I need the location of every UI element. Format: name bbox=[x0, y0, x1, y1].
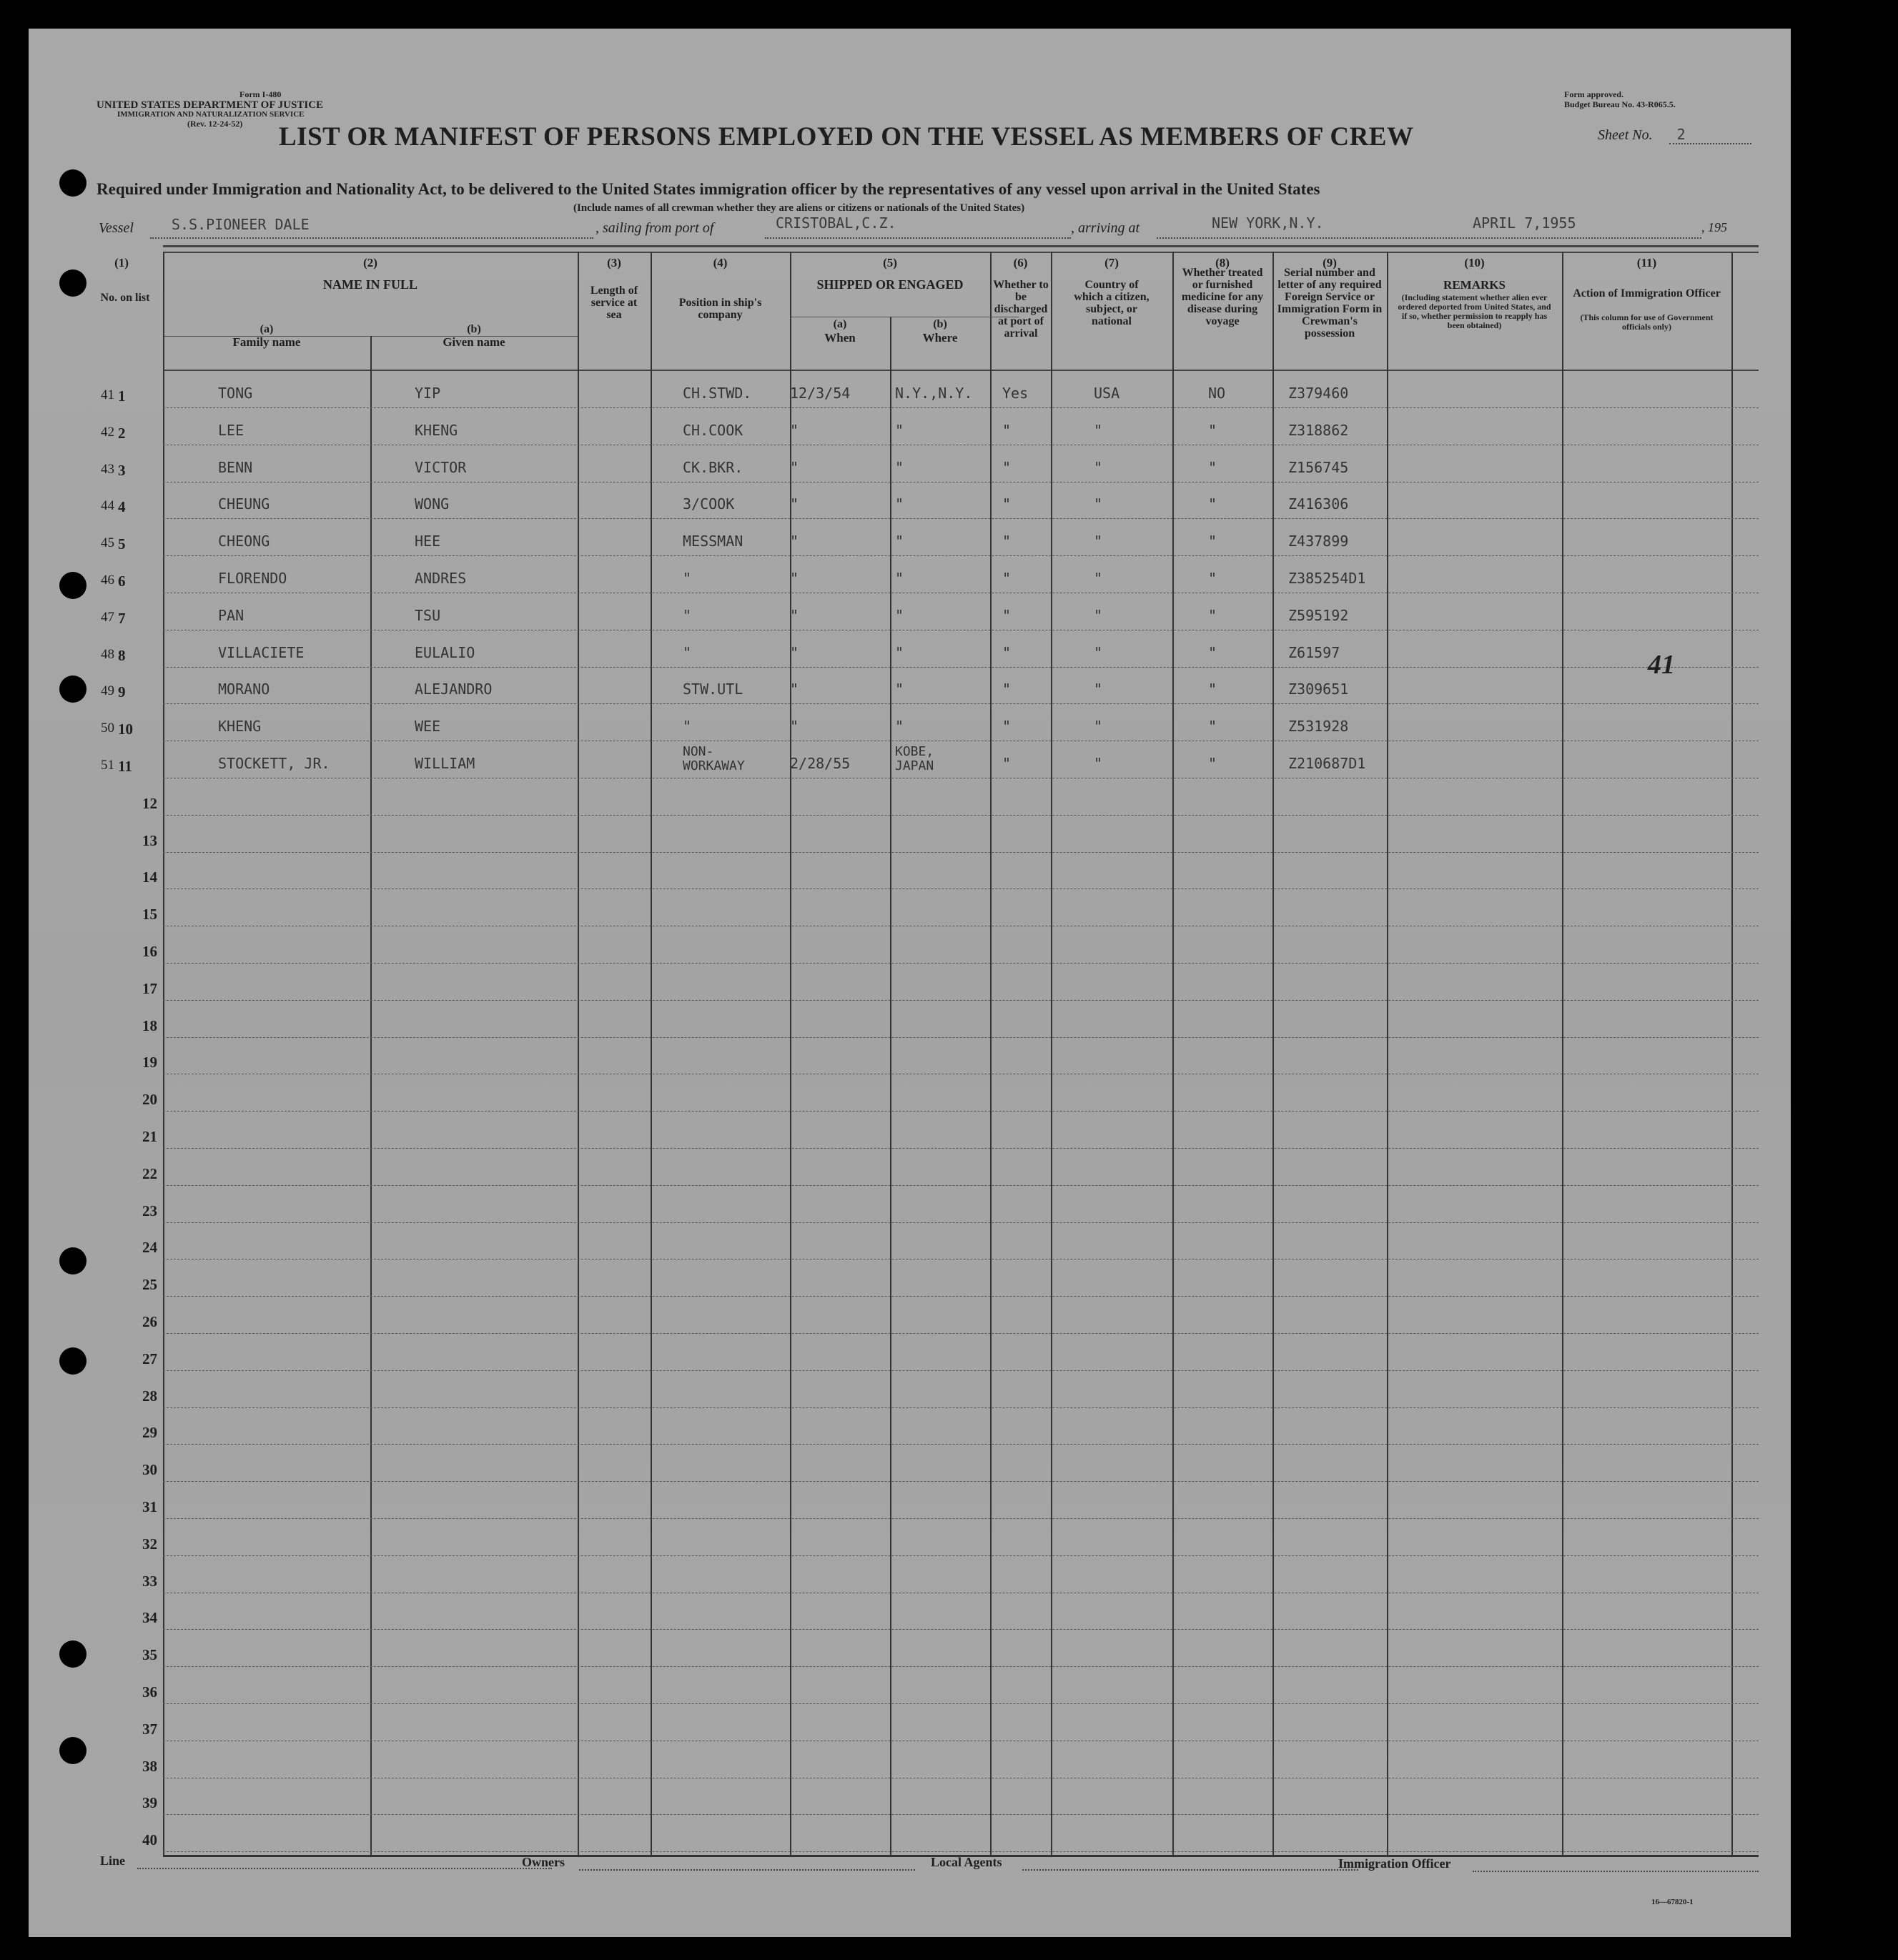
discharged: " bbox=[1002, 643, 1012, 661]
col-5b-header: Where bbox=[922, 331, 958, 345]
family-name: KHENG bbox=[218, 718, 262, 736]
row-number: 35 bbox=[142, 1646, 157, 1664]
col-8-number: (8) bbox=[1215, 256, 1230, 269]
row-number: 38 bbox=[142, 1757, 157, 1775]
medicine: " bbox=[1208, 495, 1217, 513]
col-11-number: (11) bbox=[1636, 256, 1657, 269]
row-rule bbox=[163, 1666, 1759, 1667]
row-number: 34 bbox=[142, 1609, 157, 1627]
row-rule bbox=[163, 1333, 1759, 1334]
shipped-when: " bbox=[790, 606, 799, 624]
position: " bbox=[683, 570, 692, 587]
col-5a-header: When bbox=[824, 331, 856, 345]
crew-prefix: 44 bbox=[101, 498, 114, 514]
punch-hole bbox=[59, 1247, 87, 1275]
footer-line-underline bbox=[137, 1868, 552, 1869]
given-name: WEE bbox=[415, 718, 441, 736]
family-name: BENN bbox=[218, 458, 253, 476]
position: STW.UTL bbox=[683, 680, 743, 698]
service-name: IMMIGRATION AND NATURALIZATION SERVICE bbox=[117, 110, 305, 119]
row-number: 9 bbox=[118, 683, 126, 701]
col-divider bbox=[1272, 252, 1274, 1855]
sheet-number-field bbox=[1598, 126, 1686, 144]
discharged: " bbox=[1002, 570, 1012, 587]
country: " bbox=[1094, 680, 1103, 698]
given-name: YIP bbox=[415, 385, 441, 402]
col-10-subheader: (Including statement whether alien ever ordered deported from United States, and if so, whether permission to reapply has been obtained) bbox=[1398, 292, 1551, 330]
row-rule bbox=[163, 1407, 1759, 1408]
col-5-header: SHIPPED OR ENGAGED bbox=[816, 277, 964, 292]
footer-agents-underline bbox=[1022, 1869, 1358, 1871]
medicine: " bbox=[1208, 680, 1217, 698]
vessel-underline bbox=[150, 237, 593, 239]
shipped-where: N.Y.,N.Y. bbox=[895, 385, 973, 402]
col-5b-letter: (b) bbox=[933, 318, 947, 330]
table-top-border bbox=[163, 245, 1759, 247]
manifest-page bbox=[29, 29, 1791, 1937]
col-9-header: Serial number and letter of any required Foreign Service or Immigration Form in Crewman's possession bbox=[1277, 267, 1383, 340]
row-rule bbox=[163, 703, 1759, 704]
sailing-label: , sailing from port of bbox=[595, 220, 714, 236]
position: CH.COOK bbox=[683, 421, 743, 439]
shipped-when: " bbox=[790, 718, 799, 736]
row-rule bbox=[163, 1814, 1759, 1815]
shipped-where: " bbox=[895, 458, 904, 476]
col-divider bbox=[790, 252, 791, 1855]
given-name: ANDRES bbox=[415, 570, 467, 587]
col-6-number: (6) bbox=[1013, 256, 1028, 269]
row-number: 14 bbox=[142, 868, 157, 886]
sheet-number: 2 bbox=[1676, 126, 1686, 143]
legal-requirement: Required under Immigration and Nationality Act, to be delivered to the United States immigration officer by the representatives of any vessel upon arrival in the United States bbox=[97, 180, 1320, 198]
col-10-header: REMARKS bbox=[1443, 278, 1506, 292]
sailing-underline bbox=[765, 237, 1071, 239]
position: " bbox=[683, 643, 692, 661]
inclusion-note: (Include names of all crewman whether they are aliens or citizens or nationals of the United States) bbox=[573, 202, 1025, 214]
row-number: 18 bbox=[142, 1016, 157, 1034]
col-11-header: Action of Immigration Officer bbox=[1573, 287, 1721, 300]
country: " bbox=[1094, 495, 1103, 513]
row-rule bbox=[163, 1185, 1759, 1186]
shipped-when: " bbox=[790, 421, 799, 439]
shipped-where: " bbox=[895, 421, 904, 439]
footer-agents-label: Local Agents bbox=[931, 1855, 1002, 1869]
row-number: 19 bbox=[142, 1054, 157, 1071]
country: " bbox=[1094, 458, 1103, 476]
form-approved: Form approved. bbox=[1564, 89, 1624, 99]
discharged: " bbox=[1002, 680, 1012, 698]
position: CH.STWD. bbox=[683, 385, 752, 402]
medicine: NO bbox=[1208, 385, 1226, 402]
row-number: 3 bbox=[118, 461, 126, 479]
row-number: 28 bbox=[142, 1387, 157, 1405]
col-2a-letter: (a) bbox=[260, 323, 274, 335]
row-rule bbox=[163, 1555, 1759, 1556]
form-number: Form I-480 bbox=[239, 89, 282, 99]
row-rule bbox=[163, 1444, 1759, 1445]
position: " bbox=[683, 718, 692, 736]
position: MESSMAN bbox=[683, 533, 743, 550]
serial-number: Z437899 bbox=[1288, 533, 1349, 550]
medicine: " bbox=[1208, 570, 1217, 587]
shipped-when: 2/28/55 bbox=[790, 755, 851, 772]
row-number: 10 bbox=[118, 721, 133, 738]
crew-prefix: 45 bbox=[101, 535, 114, 551]
discharged: " bbox=[1002, 458, 1012, 476]
serial-number: Z156745 bbox=[1288, 458, 1349, 476]
row-rule bbox=[163, 407, 1759, 408]
discharged: " bbox=[1002, 606, 1012, 624]
sheet-label: Sheet No. bbox=[1598, 127, 1653, 143]
row-rule bbox=[163, 555, 1759, 556]
medicine: " bbox=[1208, 755, 1217, 772]
country: " bbox=[1094, 718, 1103, 736]
medicine: " bbox=[1208, 643, 1217, 661]
row-number: 31 bbox=[142, 1498, 157, 1515]
budget-bureau-no: Budget Bureau No. 43-R065.5. bbox=[1564, 99, 1676, 109]
col-divider bbox=[890, 317, 891, 1855]
col-divider bbox=[1562, 252, 1563, 1855]
col-11-subheader: (This column for use of Government officials only) bbox=[1580, 312, 1714, 332]
col-3-header: Length of service at sea bbox=[590, 284, 638, 321]
row-number: 1 bbox=[118, 387, 126, 405]
year-suffix: , 195 bbox=[1701, 220, 1727, 234]
position: NON- WORKAWAY bbox=[683, 744, 745, 773]
row-number: 7 bbox=[118, 609, 126, 627]
family-name: FLORENDO bbox=[218, 570, 287, 587]
country: " bbox=[1094, 755, 1103, 772]
row-rule bbox=[163, 815, 1759, 816]
given-name: WILLIAM bbox=[415, 755, 475, 772]
serial-number: Z416306 bbox=[1288, 495, 1349, 513]
col-divider bbox=[1051, 252, 1052, 1855]
row-number: 22 bbox=[142, 1164, 157, 1182]
row-rule bbox=[163, 1370, 1759, 1371]
punch-hole bbox=[59, 269, 87, 297]
row-rule bbox=[163, 1148, 1759, 1149]
serial-number: Z318862 bbox=[1288, 421, 1349, 439]
shipped-when: " bbox=[790, 458, 799, 476]
arriving-underline bbox=[1157, 237, 1464, 239]
footer-line-label: Line bbox=[100, 1853, 126, 1868]
row-number: 13 bbox=[142, 831, 157, 849]
row-rule bbox=[163, 1000, 1759, 1001]
position: CK.BKR. bbox=[683, 458, 743, 476]
crew-prefix: 47 bbox=[101, 609, 114, 625]
vessel-name: S.S.PIONEER DALE bbox=[172, 216, 310, 233]
row-rule bbox=[163, 1222, 1759, 1223]
row-number: 25 bbox=[142, 1276, 157, 1294]
col-4-header: Position in ship's company bbox=[678, 297, 762, 321]
row-number: 21 bbox=[142, 1128, 157, 1145]
family-name: LEE bbox=[218, 421, 244, 439]
family-name: PAN bbox=[218, 606, 244, 624]
row-number: 29 bbox=[142, 1424, 157, 1442]
col-3-number: (3) bbox=[607, 256, 621, 269]
handwritten-mark: 41 bbox=[1648, 650, 1675, 680]
shipped-where: " bbox=[895, 680, 904, 698]
given-name: WONG bbox=[415, 495, 450, 513]
crew-prefix: 42 bbox=[101, 424, 114, 440]
crew-prefix: 46 bbox=[101, 573, 114, 588]
crew-prefix: 48 bbox=[101, 646, 114, 662]
medicine: " bbox=[1208, 718, 1217, 736]
col-divider bbox=[1387, 252, 1388, 1855]
serial-number: Z379460 bbox=[1288, 385, 1349, 402]
row-number: 26 bbox=[142, 1313, 157, 1330]
arrival-date: APRIL 7,1955 bbox=[1473, 214, 1576, 232]
position: " bbox=[683, 606, 692, 624]
punch-hole bbox=[59, 169, 87, 197]
shipped-when: " bbox=[790, 570, 799, 587]
row-rule bbox=[163, 1518, 1759, 1519]
row-number: 39 bbox=[142, 1794, 157, 1812]
discharged: " bbox=[1002, 755, 1012, 772]
given-name: KHENG bbox=[415, 421, 458, 439]
row-number: 11 bbox=[118, 758, 132, 775]
country: " bbox=[1094, 533, 1103, 550]
crew-prefix: 43 bbox=[101, 461, 114, 477]
header-bottom-line bbox=[163, 370, 1759, 371]
row-number: 37 bbox=[142, 1720, 157, 1738]
col-2-number: (2) bbox=[363, 256, 377, 269]
shipped-where: " bbox=[895, 533, 904, 550]
row-number: 33 bbox=[142, 1572, 157, 1590]
medicine: " bbox=[1208, 533, 1217, 550]
row-number: 5 bbox=[118, 535, 126, 553]
col-6-header: Whether to be discharged at port of arrival bbox=[993, 279, 1049, 340]
arriving-label: , arriving at bbox=[1071, 220, 1140, 236]
family-name: TONG bbox=[218, 385, 253, 402]
country: " bbox=[1094, 643, 1103, 661]
col-7-number: (7) bbox=[1104, 256, 1119, 269]
col-1-number: (1) bbox=[114, 256, 129, 269]
page-title: LIST OR MANIFEST OF PERSONS EMPLOYED ON THE VESSEL AS MEMBERS OF CREW bbox=[279, 122, 1414, 152]
given-name: ALEJANDRO bbox=[415, 680, 493, 698]
family-name: STOCKETT, JR. bbox=[218, 755, 330, 772]
crew-prefix: 50 bbox=[101, 721, 114, 736]
family-name: MORANO bbox=[218, 680, 270, 698]
col-divider bbox=[990, 252, 992, 1855]
row-rule bbox=[163, 852, 1759, 853]
position: 3/COOK bbox=[683, 495, 735, 513]
serial-number: Z210687D1 bbox=[1288, 755, 1366, 772]
given-name: TSU bbox=[415, 606, 441, 624]
shipped-when: 12/3/54 bbox=[790, 385, 851, 402]
punch-hole bbox=[59, 1347, 87, 1375]
shipped-when: " bbox=[790, 680, 799, 698]
agency-name: UNITED STATES DEPARTMENT OF JUSTICE bbox=[97, 99, 324, 111]
row-number: 40 bbox=[142, 1831, 157, 1849]
discharged: Yes bbox=[1002, 385, 1029, 402]
row-number: 4 bbox=[118, 498, 126, 516]
col-divider bbox=[1172, 252, 1174, 1855]
serial-number: Z531928 bbox=[1288, 718, 1349, 736]
col-2b-letter: (b) bbox=[467, 323, 481, 335]
col-divider bbox=[163, 252, 164, 1855]
shipped-where: " bbox=[895, 718, 904, 736]
col-5-number: (5) bbox=[883, 256, 897, 269]
vessel-label: Vessel bbox=[99, 220, 134, 236]
col-10-number: (10) bbox=[1464, 256, 1485, 269]
country: " bbox=[1094, 421, 1103, 439]
row-number: 16 bbox=[142, 943, 157, 960]
col-9-number: (9) bbox=[1323, 256, 1337, 269]
given-name: HEE bbox=[415, 533, 441, 550]
row-number: 23 bbox=[142, 1202, 157, 1219]
row-number: 6 bbox=[118, 573, 126, 590]
serial-number: Z309651 bbox=[1288, 680, 1349, 698]
family-name: CHEONG bbox=[218, 533, 270, 550]
row-number: 8 bbox=[118, 646, 126, 664]
serial-number: Z385254D1 bbox=[1288, 570, 1366, 587]
serial-number: Z61597 bbox=[1288, 643, 1340, 661]
row-rule bbox=[163, 1851, 1759, 1852]
shipped-when: " bbox=[790, 495, 799, 513]
family-name: CHEUNG bbox=[218, 495, 270, 513]
row-rule bbox=[163, 518, 1759, 519]
row-rule bbox=[163, 1629, 1759, 1630]
punch-hole bbox=[59, 1640, 87, 1668]
sailing-port: CRISTOBAL,C.Z. bbox=[776, 214, 896, 232]
col-7-header: Country of which a citizen, subject, or national bbox=[1074, 279, 1150, 327]
footer-officer-label: Immigration Officer bbox=[1338, 1856, 1451, 1871]
serial-number: Z595192 bbox=[1288, 606, 1349, 624]
col-divider bbox=[370, 336, 372, 1855]
footer-owners-label: Owners bbox=[522, 1855, 565, 1869]
country: USA bbox=[1094, 385, 1120, 402]
country: " bbox=[1094, 606, 1103, 624]
table-top-border-inner bbox=[163, 252, 1759, 253]
row-number: 15 bbox=[142, 906, 157, 924]
date-underline bbox=[1465, 237, 1701, 239]
col-4-number: (4) bbox=[713, 256, 728, 269]
row-rule bbox=[163, 1296, 1759, 1297]
discharged: " bbox=[1002, 495, 1012, 513]
row-number: 17 bbox=[142, 979, 157, 997]
shipped-where: " bbox=[895, 570, 904, 587]
col-8-header: Whether treated or furnished medicine for any disease during voyage bbox=[1181, 267, 1264, 327]
col-divider bbox=[1731, 252, 1733, 1855]
crew-prefix: 41 bbox=[101, 387, 114, 402]
row-number: 30 bbox=[142, 1461, 157, 1479]
row-rule bbox=[163, 1037, 1759, 1038]
discharged: " bbox=[1002, 718, 1012, 736]
col-divider bbox=[578, 252, 579, 1855]
revision-date: (Rev. 12-24-52) bbox=[187, 119, 243, 129]
country: " bbox=[1094, 570, 1103, 587]
discharged: " bbox=[1002, 421, 1012, 439]
punch-hole bbox=[59, 572, 87, 599]
row-number: 12 bbox=[142, 794, 157, 812]
shipped-where: " bbox=[895, 606, 904, 624]
shipped-when: " bbox=[790, 533, 799, 550]
family-name: VILLACIETE bbox=[218, 643, 305, 661]
row-number: 27 bbox=[142, 1350, 157, 1367]
shipped-where: " bbox=[895, 643, 904, 661]
printer-code: 16—67820-1 bbox=[1651, 1898, 1694, 1906]
shipped-where: KOBE, JAPAN bbox=[895, 744, 934, 773]
col-1-header: No. on list bbox=[100, 292, 150, 304]
punch-hole bbox=[59, 1737, 87, 1764]
given-name: VICTOR bbox=[415, 458, 467, 476]
footer-owners-underline bbox=[579, 1869, 915, 1871]
col-5a-letter: (a) bbox=[833, 318, 847, 330]
punch-hole bbox=[59, 675, 87, 703]
col-2b-header: Given name bbox=[443, 335, 505, 349]
given-name: EULALIO bbox=[415, 643, 475, 661]
row-rule bbox=[163, 667, 1759, 668]
row-number: 32 bbox=[142, 1535, 157, 1553]
shipped-when: " bbox=[790, 643, 799, 661]
medicine: " bbox=[1208, 458, 1217, 476]
row-rule bbox=[163, 963, 1759, 964]
medicine: " bbox=[1208, 421, 1217, 439]
row-number: 24 bbox=[142, 1239, 157, 1257]
row-rule bbox=[163, 1481, 1759, 1482]
crew-prefix: 49 bbox=[101, 683, 114, 699]
col-divider bbox=[651, 252, 652, 1855]
col-2-header: NAME IN FULL bbox=[322, 277, 417, 292]
sheet-underline bbox=[1669, 143, 1751, 144]
row-rule bbox=[163, 1111, 1759, 1112]
row-rule bbox=[163, 1703, 1759, 1704]
row-number: 20 bbox=[142, 1091, 157, 1109]
col-2a-header: Family name bbox=[232, 335, 301, 349]
arriving-port: NEW YORK,N.Y. bbox=[1212, 214, 1324, 232]
discharged: " bbox=[1002, 533, 1012, 550]
medicine: " bbox=[1208, 606, 1217, 624]
row-number: 36 bbox=[142, 1683, 157, 1701]
row-number: 2 bbox=[118, 424, 126, 442]
shipped-where: " bbox=[895, 495, 904, 513]
crew-prefix: 51 bbox=[101, 758, 114, 773]
footer-officer-underline bbox=[1473, 1871, 1759, 1872]
